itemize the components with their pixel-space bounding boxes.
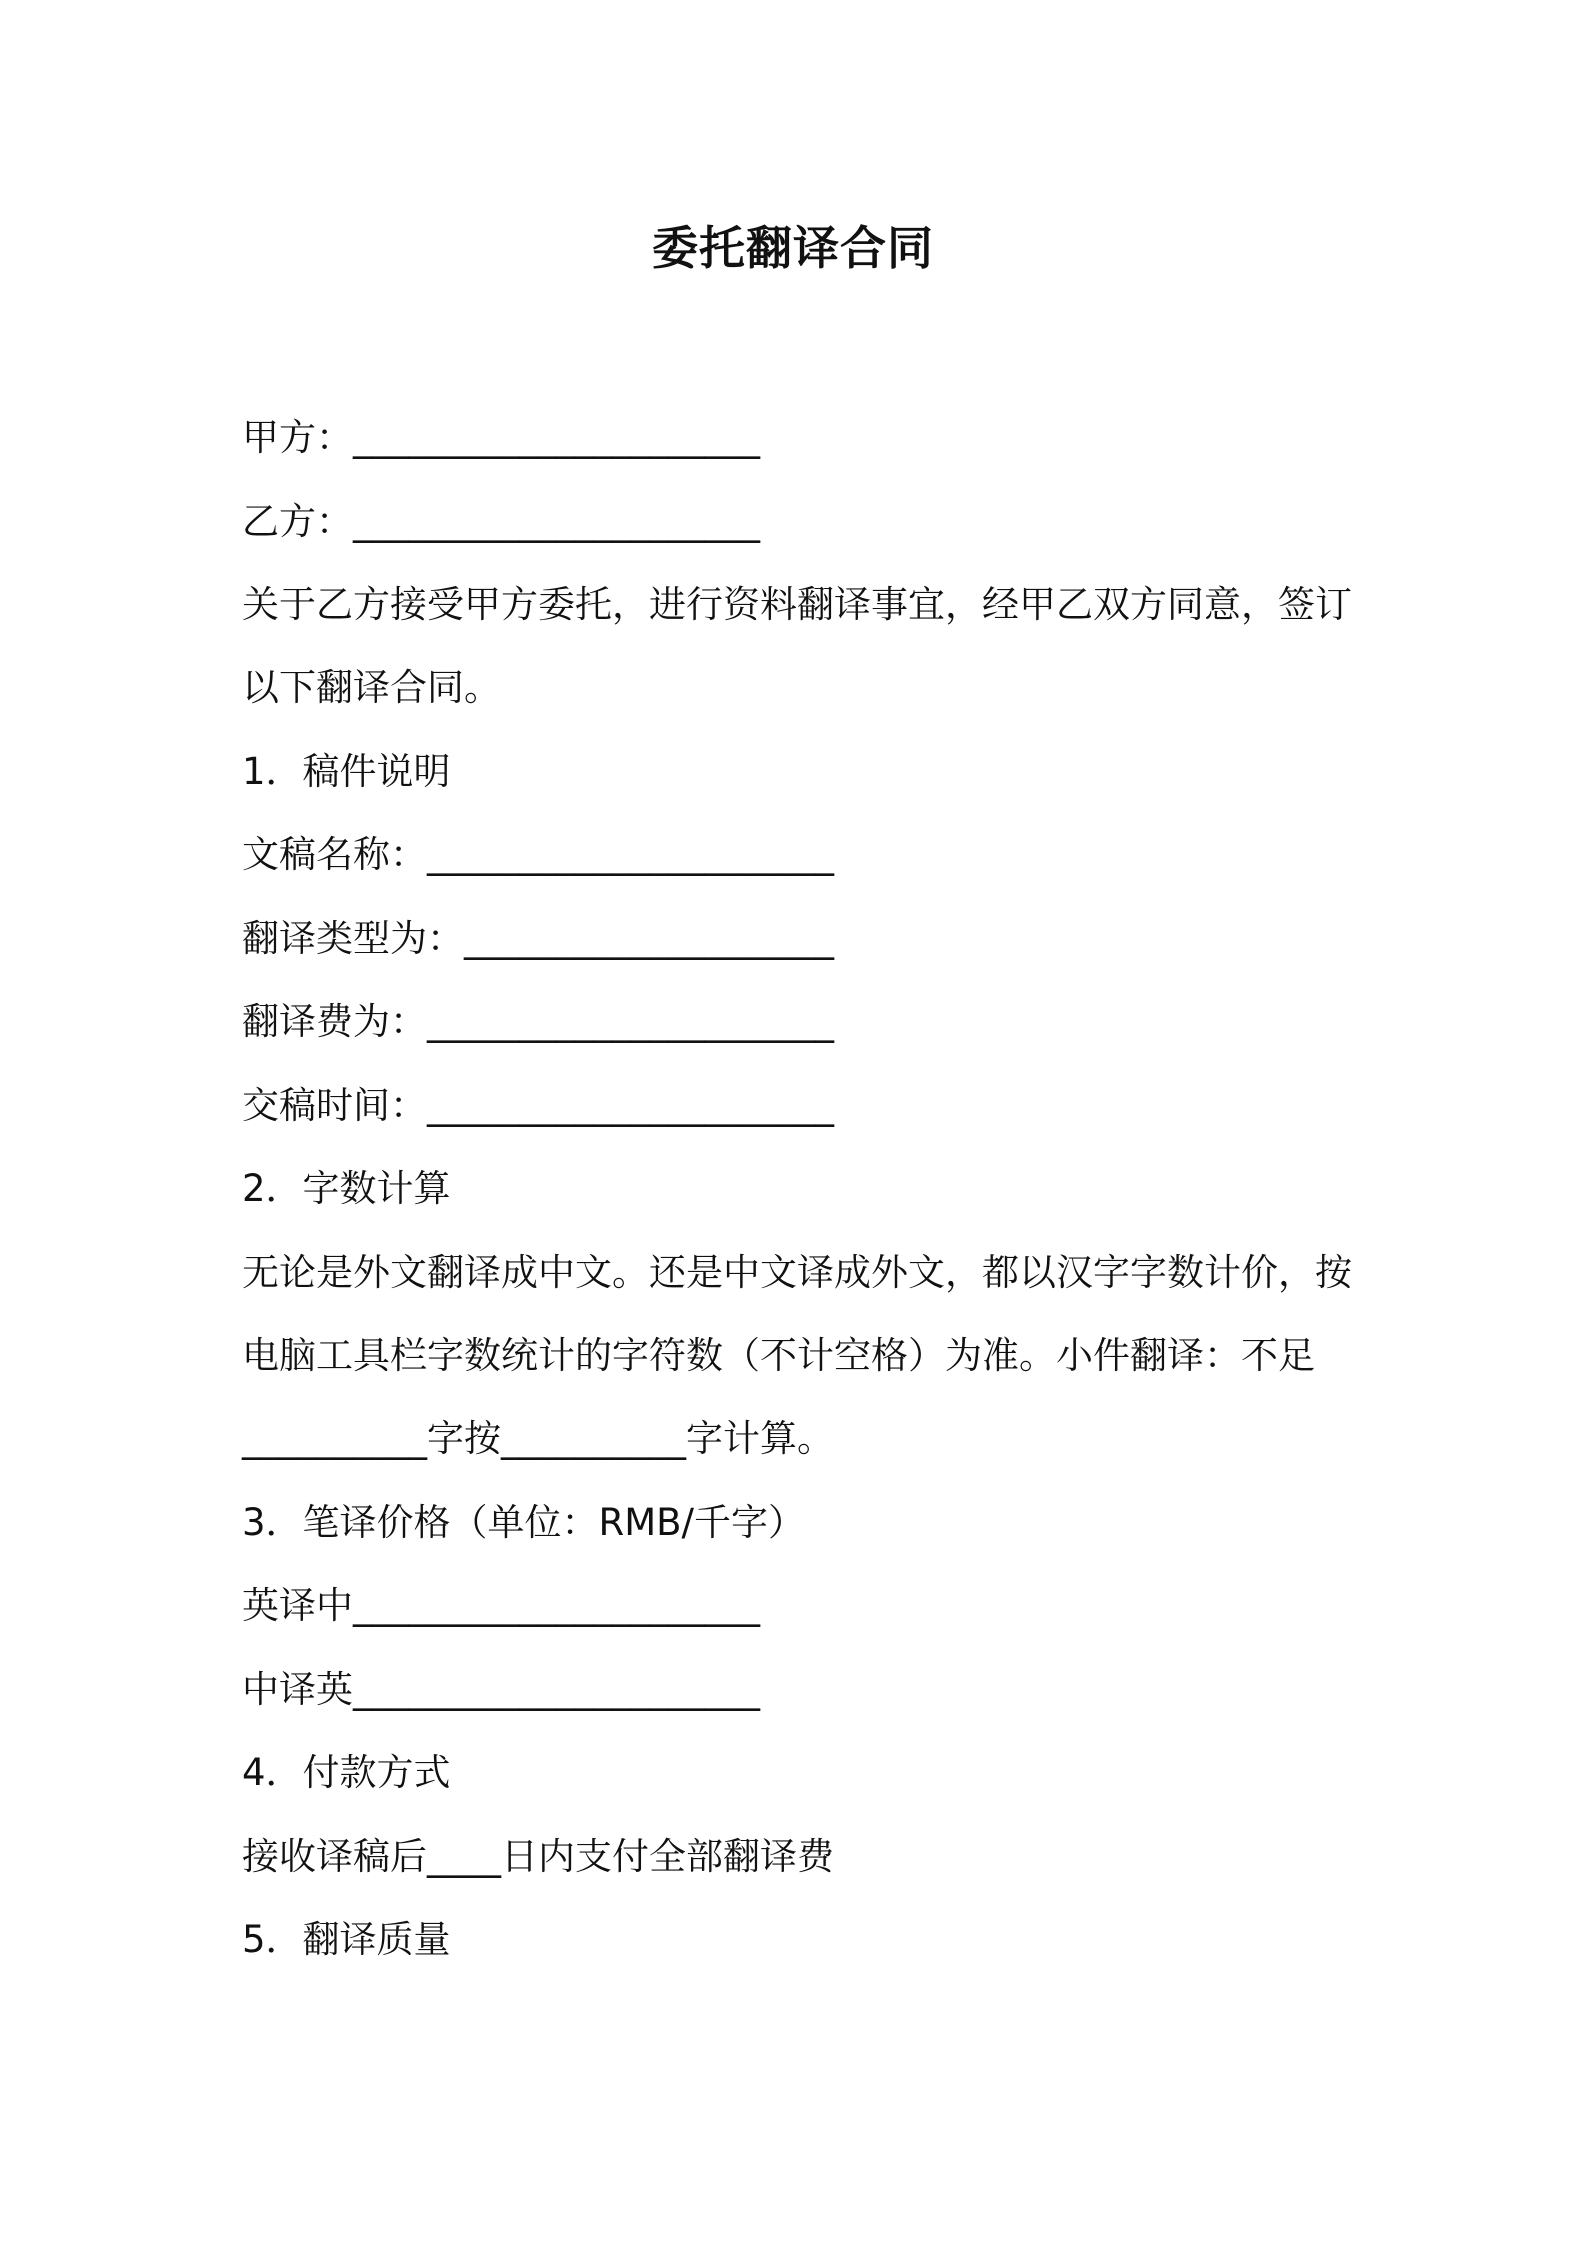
intro-paragraph-line-1: 关于乙方接受甲方委托，进行资料翻译事宜，经甲乙双方同意，签订 bbox=[242, 583, 1352, 626]
section-4-heading: 4．付款方式 bbox=[242, 1751, 451, 1794]
delivery-time-line: 交稿时间：______________________ bbox=[242, 1084, 834, 1127]
zh-to-en-price-line: 中译英______________________ bbox=[242, 1668, 760, 1711]
section-3-heading: 3．笔译价格（单位：RMB/千字） bbox=[242, 1501, 806, 1544]
word-count-paragraph-line-2: 电脑工具栏字数统计的字符数（不计空格）为准。小件翻译：不足 bbox=[242, 1334, 1315, 1377]
intro-paragraph-line-2: 以下翻译合同。 bbox=[242, 666, 501, 709]
page-title: 委托翻译合同 bbox=[652, 221, 934, 275]
translation-type-line: 翻译类型为：____________________ bbox=[242, 917, 834, 960]
word-count-paragraph-line-3: __________字按__________字计算。 bbox=[242, 1417, 834, 1460]
party-b-line: 乙方：______________________ bbox=[242, 500, 760, 543]
en-to-zh-price-line: 英译中______________________ bbox=[242, 1584, 760, 1627]
payment-terms-line: 接收译稿后____日内支付全部翻译费 bbox=[242, 1835, 834, 1878]
translation-fee-line: 翻译费为：______________________ bbox=[242, 1000, 834, 1043]
section-1-heading: 1．稿件说明 bbox=[242, 750, 451, 793]
section-2-heading: 2．字数计算 bbox=[242, 1167, 451, 1210]
party-a-line: 甲方：______________________ bbox=[242, 416, 760, 459]
section-5-heading: 5．翻译质量 bbox=[242, 1918, 451, 1961]
word-count-paragraph-line-1: 无论是外文翻译成中文。还是中文译成外文，都以汉字字数计价，按 bbox=[242, 1251, 1352, 1294]
manuscript-name-line: 文稿名称：______________________ bbox=[242, 833, 834, 876]
